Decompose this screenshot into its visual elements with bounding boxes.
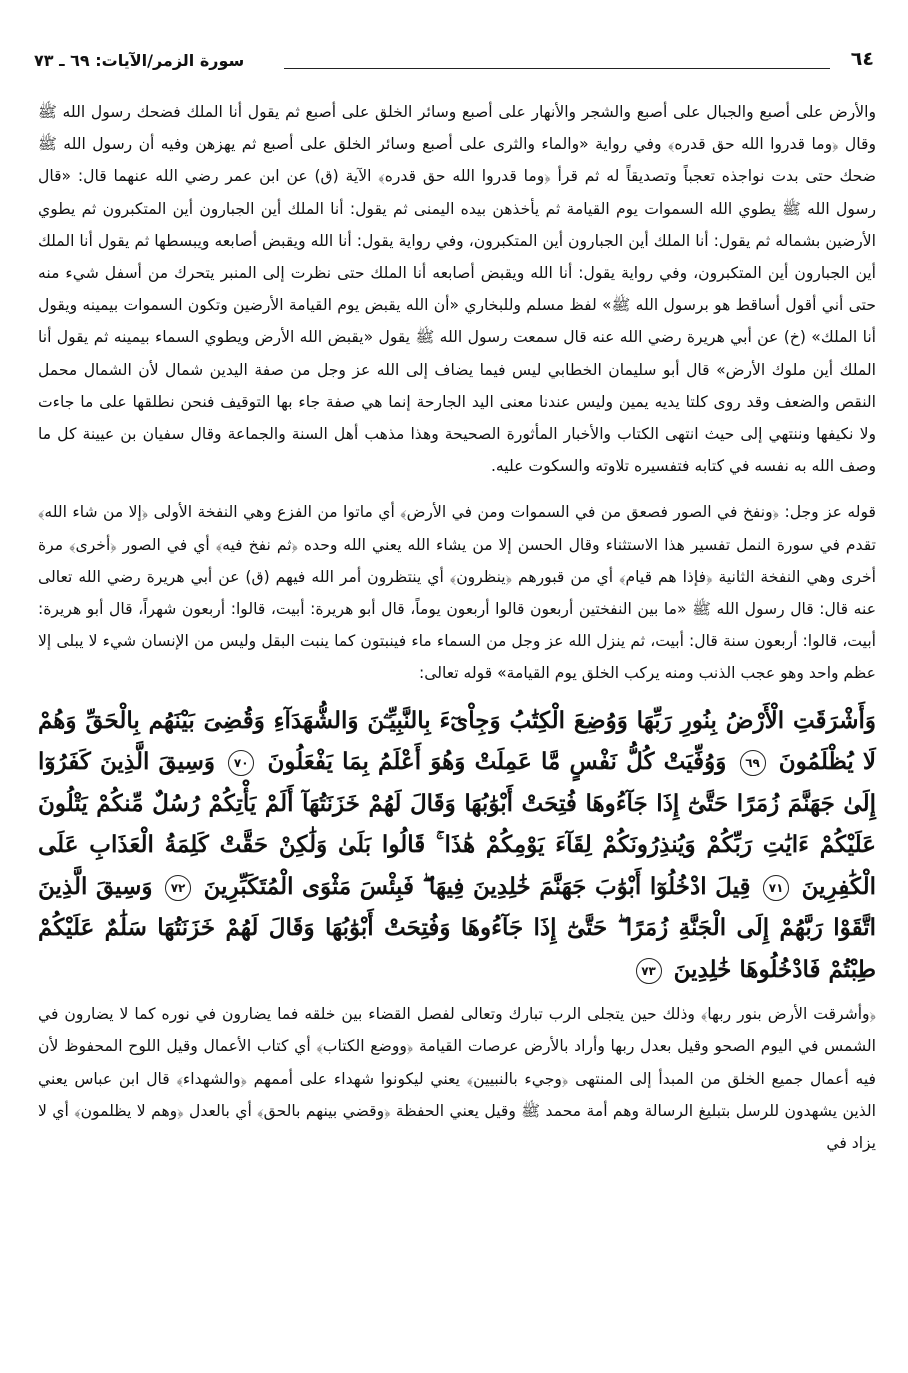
commentary-paragraph-1: والأرض على أصبع والجبال على أصبع والشجر والأنهار على أصبع وسائر الخلق على أصبع ثم يقول أنا الملك فضحك رسول الله ﷺ وقال ﴿وما قدروا الله حق قدره﴾ وفي رواية «والماء والثرى على أصبع وسائر الخلق على أصبع ثم يهزهن وفيه أن رسول الله ﷺ ضحك حتى بدت نواجذه تعجباً وتصديقاً له ثم قرأ ﴿وما قدروا الله حق قدره﴾ الآية (ق) عن ابن عمر رضي الله عنهما قال: «قال رسول الله ﷺ يطوي الله السموات يوم القيامة ثم يأخذهن بيده اليمنى ثم يقول: أنا الملك أين الجبارون أين المتكبرون ثم يطوي الأرضين بشماله ثم يقول: أنا الملك أين الجبارون أين المتكبرون، وفي رواية يقول: أنا الله ويقبض أصابعه ويبسطها ثم يقول أنا الملك أين الجبارون أين المتكبرون، وفي رواية يقول: أنا الله ويقبض أصابعه أنا الملك حتى نظرت إلى المنبر يتحرك من أسفل شيء منه حتى أني أقول أساقط هو برسول الله ﷺ» لفظ مسلم وللبخاري «أن الله يقبض يوم القيامة الأرضين وتكون السموات بيمينه ويقول أنا الملك» (خ) عن أبي هريرة رضي الله عنه قال سمعت رسول الله ﷺ يقول «يقبض الله الأرض ويطوي السماء بيمينه ثم يقول أنا الملك أين ملوك الأرض» قال أبو سليمان الخطابي ليس فيما يضاف إلى الله عز وجل من صفة اليدين شمال لأن الشمال محمل النقص والضعف وقد روى كلتا يديه يمين وليس عندنا معنى اليد الجارحة إنما هي صفة جاء بها التوقيف فنحن نطلقها على ما جاءت ولا نكيفها وننتهي إلى حيث انتهى الكتاب والأخبار المأثورة الصحيحة وهذا مذهب أهل السنة والجماعة وقال سفيان بن عيينة كل ما وصف الله به نفسه في كتابه فتفسيره تلاوته والسكوت عليه. [38, 103, 876, 476]
page-body [38, 96, 876, 1159]
header-rule [284, 68, 830, 69]
paragraph-gap [38, 482, 876, 496]
tafsir-paragraph: ﴿وأشرقت الأرض بنور ربها﴾ وذلك حين يتجلى الرب تبارك وتعالى لفصل القضاء بين خلقه فما يضارون في نوره كما لا يضارون في الشمس في اليوم الصحو وقيل بعدل ربها وأراد بالأرض عرصات القيامة ﴿ووضع الكتاب﴾ أي كتاب الأعمال وقيل اللوح المحفوظ لأن فيه أعمال جميع الخلق من المبدأ إلى المنتهى ﴿وجيء بالنبيين﴾ يعني ليكونوا شهداء على أممهم ﴿والشهداء﴾ قال ابن عباس يعني الذين يشهدون للرسل بتبليغ الرسالة وهم أمة محمد ﷺ وقيل يعني الحفظة ﴿وقضي بينهم بالحق﴾ أي بالعدل ﴿وهم لا يظلمون﴾ أي لا يزاد في [38, 1005, 876, 1152]
ayah-number-marker: ٧٠ [228, 750, 254, 776]
quran-verse: وَوُفِّيَتْ كُلُّ نَفْسٍ مَّا عَمِلَتْ وَهُوَ أَعْلَمُ بِمَا يَفْعَلُونَ [267, 748, 727, 776]
page-number: ٦٤ [850, 48, 874, 70]
ayah-number-marker: ٧٢ [165, 875, 191, 901]
ayah-number-marker: ٦٩ [740, 750, 766, 776]
ayah-number-marker: ٧٣ [636, 958, 662, 984]
quran-verse: وَسِيقَ الَّذِينَ كَفَرُوٓا إِلَىٰ جَهَنَّمَ زُمَرًا حَتَّىٰٓ إِذَا جَآءُوهَا فُتِحَتْ أَبْوَٰبُهَا وَقَالَ لَهُمْ خَزَنَتُهَآ أَلَمْ يَأْتِكُمْ رُسُلٌ مِّنكُمْ يَتْلُونَ عَلَيْكُمْ ءَايَٰتِ رَبِّكُمْ وَيُنذِرُونَكُمْ لِقَآءَ يَوْمِكُمْ هَٰذَا ۚ قَالُوا بَلَىٰ وَلَٰكِنْ حَقَّتْ كَلِمَةُ الْعَذَابِ عَلَى الْكَٰفِرِينَ [38, 748, 877, 900]
quran-verse: قِيلَ ادْخُلُوٓا أَبْوَٰبَ جَهَنَّمَ خَٰلِدِينَ فِيهَا ۖ فَبِئْسَ مَثْوَى الْمُتَكَبِّرِينَ [203, 872, 751, 900]
ayah-number-marker: ٧١ [763, 875, 789, 901]
quran-verse: وَأَشْرَقَتِ الْأَرْضُ بِنُورِ رَبِّهَا وَوُضِعَ الْكِتَٰبُ وَجِاْىٓءَ بِالنَّبِيِّـۧنَ وَالشُّهَدَآءِ وَقُضِىَ بَيْنَهُم بِالْحَقِّ وَهُمْ لَا يُظْلَمُونَ [38, 706, 877, 776]
surah-title: سورة الزمر/الآيات: ٦٩ ـ ٧٣ [34, 51, 245, 70]
page-header [34, 46, 874, 76]
quran-verses-block [38, 700, 876, 991]
commentary-paragraph-2: قوله عز وجل: ﴿ونفخ في الصور فصعق من في السموات ومن في الأرض﴾ أي ماتوا من الفزع وهي النفخة الأولى ﴿إلا من شاء الله﴾ تقدم في سورة النمل تفسير هذا الاستثناء وقال الحسن إلا من يشاء الله يعني الله وحده ﴿ثم نفخ فيه﴾ أي في الصور ﴿أخرى﴾ مرة أخرى وهي النفخة الثانية ﴿فإذا هم قيام﴾ أي من قبورهم ﴿ينظرون﴾ أي ينتظرون أمر الله فيهم (ق) عن أبي هريرة رضي الله تعالى عنه قال: قال رسول الله ﷺ «ما بين النفختين أربعون قالوا أربعون يوماً، قال أبو هريرة: أبيت، قالوا: أربعون شهراً، قال أبو هريرة: أبيت، قالوا: أربعون سنة قال: أبيت، ثم ينزل الله عز وجل من السماء ماء فينبتون كما ينبت البقل وليس من الإنسان شيء لا يبلى إلا عظم واحد وهو عجب الذنب ومنه يركب الخلق يوم القيامة» قوله تعالى: [38, 503, 876, 683]
quran-verse: وَسِيقَ الَّذِينَ اتَّقَوْا رَبَّهُمْ إِلَى الْجَنَّةِ زُمَرًا ۖ حَتَّىٰٓ إِذَا جَآءُوهَا وَفُتِحَتْ أَبْوَٰبُهَا وَقَالَ لَهُمْ خَزَنَتُهَا سَلَٰمٌ عَلَيْكُمْ طِبْتُمْ فَادْخُلُوهَا خَٰلِدِينَ [38, 872, 876, 983]
